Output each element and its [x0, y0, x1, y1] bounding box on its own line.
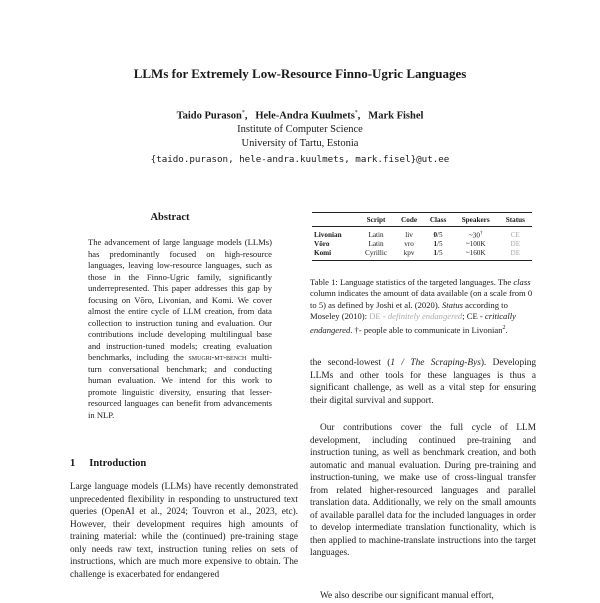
class-value: 1	[433, 239, 438, 248]
class-value: 1	[433, 248, 438, 257]
table-header-cell	[312, 213, 357, 227]
class-scale: /5	[437, 248, 443, 257]
footnote-mark: 2	[502, 324, 506, 331]
status-cell: CE	[510, 230, 520, 239]
author-name: Hele-Andra Kuulmets	[255, 110, 355, 122]
table-header-cell: Script	[357, 213, 394, 227]
class-scale: /5	[437, 239, 443, 248]
status-code-de: DE	[369, 311, 381, 322]
abstract-body	[88, 237, 272, 421]
class-value: 0	[433, 230, 438, 239]
affiliation-university: University of Tartu, Estonia	[241, 138, 359, 149]
script-cell: Latin	[368, 230, 384, 239]
benchmark-name: smugri-mt-bench	[188, 353, 247, 362]
caption-text: . †- people able to communicate in Livonian	[350, 324, 503, 335]
class-reference: 1 / The Scraping-Bys	[390, 358, 481, 368]
caption-text: ; CE -	[462, 311, 485, 322]
caption-text: column indicates the amount of data available (on a scale from 0 to 5) as defined by Joshi et al. (2020).	[310, 288, 533, 310]
speakers-cell	[453, 227, 499, 240]
caption-text: according to Moseley (2010):	[310, 299, 508, 322]
script-cell: Latin	[368, 239, 384, 248]
body-paragraph: Our contributions cover the full cycle of LLM development, including continued pre-training and instruction tuning, as well as benchmark creation, and both automatic and manual evaluation. During pre-training and instruction-tuning, we make use of cross-lingual transfer from related higher-resourced languages and parallel translation data. Additionally, we rely on the small amounts of available parallel data for the included languages in order to develop intermediate translation functionality, which is then applied to machine-translate instructions into the target languages.	[310, 423, 536, 558]
table-row	[312, 249, 532, 261]
script-cell: Cyrillic	[357, 249, 394, 261]
class-cell	[423, 227, 452, 240]
author-list: Taido Purason*, Hele-Andra Kuulmets*, Mark Fishel	[176, 110, 424, 122]
language-name: Võro	[314, 239, 330, 248]
equal-contribution-mark: *	[354, 110, 358, 116]
abstract-text: The advancement of large language models (LLMs) has predominantly focused on high-resource languages, leaving low-resource languages, such as those in the Finno-Ugric family, significantly underrepresented. This paper addresses this gap by focusing on Võro, Livonian, and Komi. We cover almost the entire cycle of LLM creation, from data collection to instruction tuning and evaluation. Our contributions include developing multilingual base and instruction-tuned models; creating evaluation benchmarks, including the	[88, 237, 272, 362]
section-title: Introduction	[89, 458, 147, 469]
paragraph-text: ). Developing LLMs and other tools for these languages is thus a significant challenge, as well as a vital step for ensuring their digital survival and support.	[310, 358, 536, 406]
status-cell: DE	[499, 249, 532, 261]
speakers-cell: ~160K	[453, 249, 499, 261]
table-header-cell: Class	[423, 213, 452, 227]
class-cell	[423, 240, 452, 249]
affiliation-institute: Institute of Computer Science	[237, 124, 363, 135]
section-heading	[70, 458, 146, 469]
table-header-cell: Code	[395, 213, 424, 227]
author-name: Mark Fishel	[368, 110, 424, 122]
author-emails: {taido.purason, hele-andra.kuulmets, mark.fisel}@ut.ee	[150, 154, 450, 165]
table-header-row	[312, 213, 532, 227]
table-header-cell: Status	[499, 213, 532, 227]
class-cell	[423, 249, 452, 261]
abstract-text: multi-turn conversational benchmark; and conducting human evaluation. We intend for this work to promote linguistic diversity, ensuring that lesser-resourced languages can benefit from advancements in NLP.	[88, 352, 272, 420]
status-cell: DE	[510, 239, 521, 248]
language-name: Livonian	[314, 230, 342, 239]
abstract-heading: Abstract	[150, 212, 190, 223]
body-paragraph: We also describe our significant manual effort,	[320, 591, 494, 601]
caption-text: Table 1: Language statistics of the targeted languages. The	[310, 277, 514, 287]
caption-text: -	[380, 311, 388, 322]
caption-italic-term: class	[513, 277, 531, 287]
speakers-cell: ~100K	[465, 239, 486, 248]
author-name: Taido Purason	[176, 110, 242, 122]
language-stats-table	[312, 212, 532, 261]
status-label-de: definitely endangered	[387, 311, 463, 322]
class-scale: /5	[437, 230, 443, 239]
language-name: Komi	[312, 249, 357, 261]
table-caption	[310, 277, 536, 336]
paper-title: LLMs for Extremely Low-Resource Finno-Ugric Languages	[133, 66, 467, 81]
table-header-cell: Speakers	[453, 213, 499, 227]
code-cell: liv	[405, 230, 413, 239]
caption-italic-term: Status	[441, 299, 463, 310]
table-row	[312, 240, 532, 249]
equal-contribution-mark: *	[241, 110, 245, 116]
code-cell: vro	[404, 239, 414, 248]
paragraph-text: the second-lowest (	[310, 358, 391, 368]
status-label-ce: critically endangered	[310, 311, 516, 335]
code-cell: kpv	[395, 249, 424, 261]
table-row	[312, 227, 532, 240]
dagger-mark: †	[479, 231, 483, 236]
intro-paragraph: Large language models (LLMs) have recently demonstrated unprecedented flexibility in responding to unstructured text queries (OpenAI et al., 2024; Touvron et al., 2023, etc). However, their development requires high amounts of training material: while the (continued) pre-training stage only needs raw text, instruction tuning relies on sets of instructions, which are much more expensive to obtain. The challenge is exacerbated for endangered	[70, 482, 298, 580]
section-number: 1	[70, 458, 76, 469]
body-paragraph	[310, 357, 536, 407]
caption-text: .	[505, 324, 508, 335]
speakers-value: ~30	[468, 231, 480, 240]
